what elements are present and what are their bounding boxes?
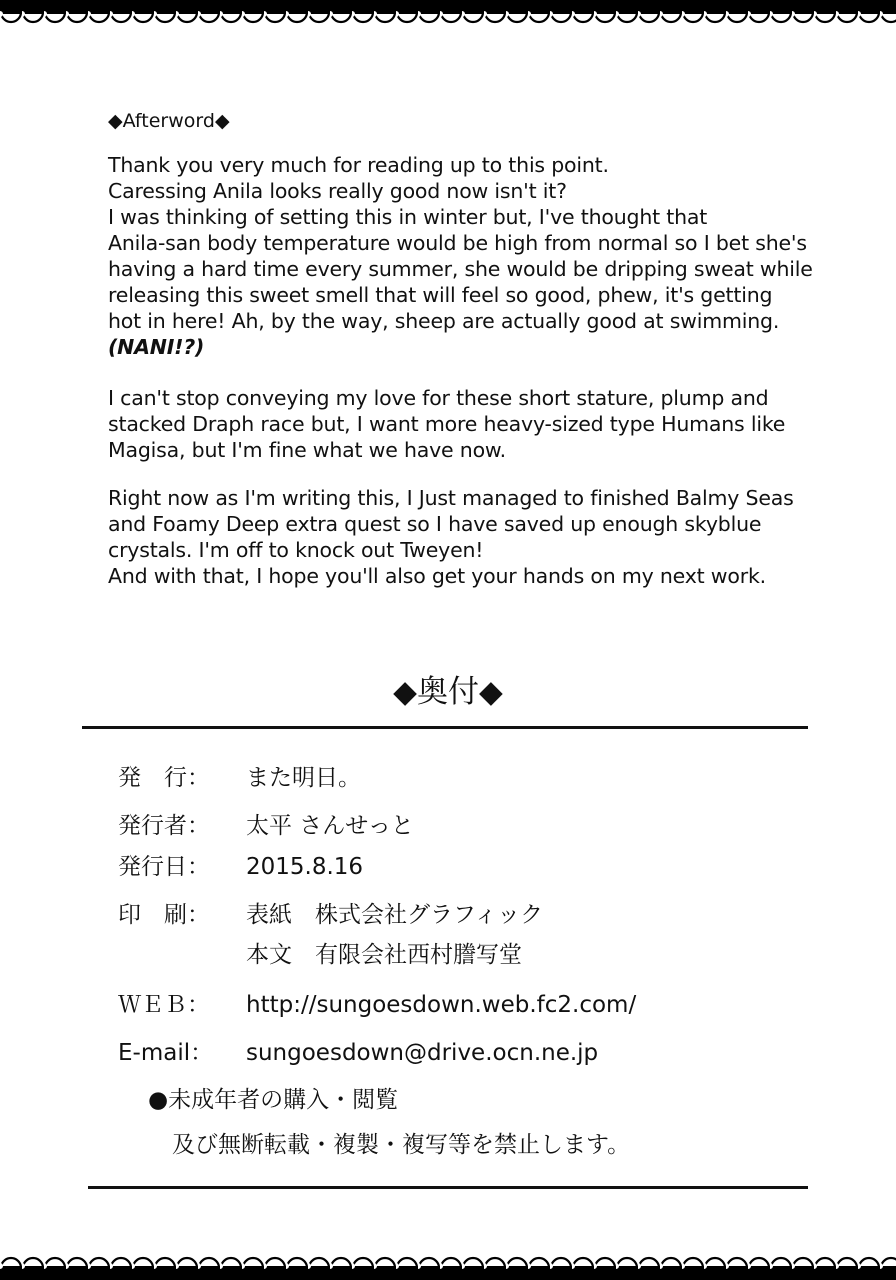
email-address: sungoesdown@drive.ocn.ne.jp xyxy=(246,1040,599,1066)
text-line: Anila-san body temperature would be high from normal so I bet she's xyxy=(108,231,807,255)
label: 発行者： xyxy=(118,813,210,839)
text-line: And with that, I hope you'll also get your hands on my next work. xyxy=(108,564,766,588)
label: 発 行： xyxy=(118,765,210,791)
divider xyxy=(82,726,808,729)
text-line: Right now as I'm writing this, I Just managed to finished Balmy Seas xyxy=(108,486,794,510)
issuer-row xyxy=(118,807,414,840)
label: 発行日： xyxy=(118,854,210,880)
decorative-lace-border-top xyxy=(0,0,896,30)
text-line: Thank you very much for reading up to this point. xyxy=(108,153,609,177)
publisher: また明日。 xyxy=(246,765,361,791)
printer-body-row xyxy=(118,936,522,969)
nani-exclamation: (NANI!?) xyxy=(108,335,205,359)
notice-line-1: ●未成年者の購入・閲覧 xyxy=(148,1087,399,1113)
text-line: I was thinking of setting this in winter but, I've thought that xyxy=(108,205,708,229)
text-line: Caressing Anila looks really good now isn't it? xyxy=(108,179,567,203)
afterword-paragraph-3 xyxy=(108,485,794,589)
printer-cover: 表紙 株式会社グラフィック xyxy=(246,902,544,928)
label: 印 刷： xyxy=(118,902,210,928)
label: ＷＥＢ： xyxy=(118,992,210,1018)
text-line: stacked Draph race but, I want more heavy-sized type Humans like xyxy=(108,412,786,436)
text-line: and Foamy Deep extra quest so I have saved up enough skyblue xyxy=(108,512,762,536)
publish-date: 2015.8.16 xyxy=(246,854,364,880)
text-line: having a hard time every summer, she would be dripping sweat while xyxy=(108,257,813,281)
label: E-mail： xyxy=(118,1040,214,1066)
text-line: releasing this sweet smell that will feel so good, phew, it's getting xyxy=(108,283,773,307)
printer-body: 本文 有限会社西村謄写堂 xyxy=(246,942,522,968)
afterword-paragraph-1 xyxy=(108,152,813,360)
colophon-title: ◆奥付◆ xyxy=(393,674,503,710)
text-line: crystals. I'm off to knock out Tweyen! xyxy=(108,538,484,562)
issuer: 太平 さんせっと xyxy=(246,813,414,839)
decorative-lace-border-bottom xyxy=(0,1250,896,1280)
date-row xyxy=(118,848,363,881)
web-row xyxy=(118,986,636,1019)
text-line: hot in here! Ah, by the way, sheep are actually good at swimming. xyxy=(108,309,780,333)
divider xyxy=(88,1186,808,1189)
printer-row xyxy=(118,896,543,929)
notice-line-2: 及び無断転載・複製・複写等を禁止します。 xyxy=(172,1132,631,1158)
text-line: Magisa, but I'm fine what we have now. xyxy=(108,438,506,462)
afterword-title: ◆Afterword◆ xyxy=(108,110,230,132)
text-line: I can't stop conveying my love for these short stature, plump and xyxy=(108,386,769,410)
afterword-paragraph-2 xyxy=(108,385,785,463)
email-row xyxy=(118,1034,598,1067)
publisher-row xyxy=(118,759,361,792)
web-url: http://sungoesdown.web.fc2.com/ xyxy=(246,992,637,1018)
